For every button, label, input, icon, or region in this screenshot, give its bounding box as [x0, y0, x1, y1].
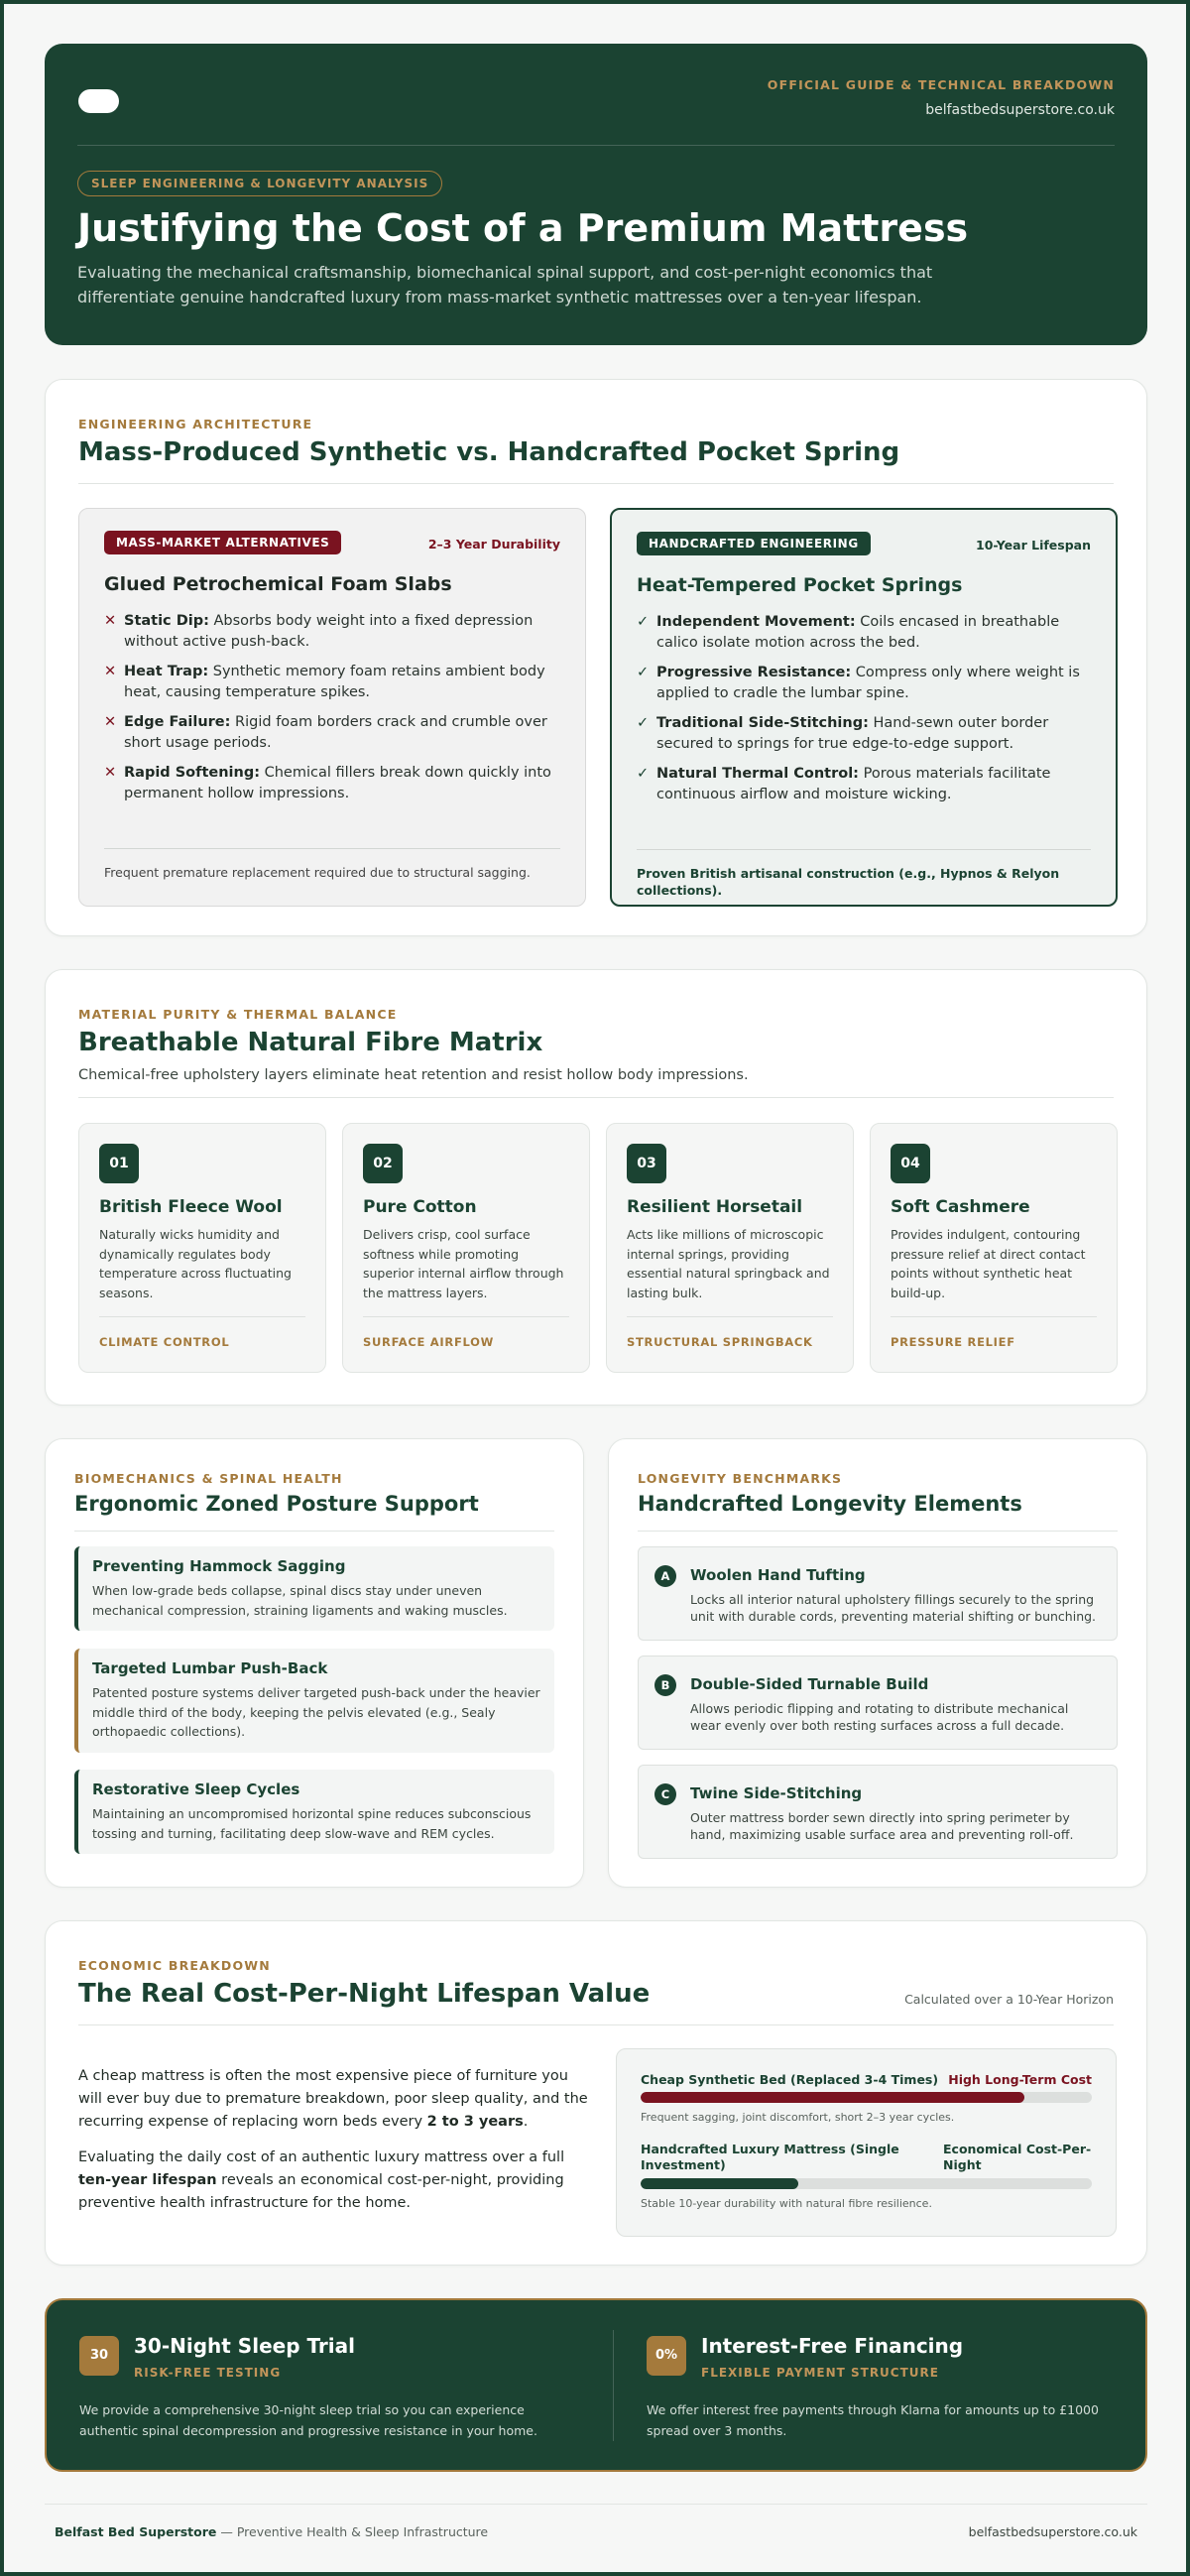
divider: [74, 1531, 554, 1532]
trial-title: 30-Night Sleep Trial: [134, 2334, 355, 2358]
fibre-title: Pure Cotton: [363, 1197, 477, 1217]
fibre-description: Acts like millions of microscopic internal springs, providing essential natural springback and lasting bulk.: [627, 1227, 830, 1300]
lifespan-label: 10-Year Lifespan: [976, 538, 1091, 552]
biomechanics-section: [45, 1438, 584, 1888]
item-title: Double-Sided Turnable Build: [690, 1675, 929, 1693]
longevity-item: [638, 1656, 1118, 1750]
list-item: ✕ Edge Failure: Rigid foam borders crack and crumble over short usage periods.: [104, 714, 547, 751]
durability-label: 2–3 Year Durability: [427, 537, 560, 552]
mass-market-tag: MASS-MARKET ALTERNATIVES: [104, 531, 341, 554]
bar-note: Frequent sagging, joint discomfort, short 2–3 year cycles.: [641, 2111, 955, 2124]
handcrafted-tag: HANDCRAFTED ENGINEERING: [637, 532, 871, 555]
item-title: Restorative Sleep Cycles: [92, 1780, 300, 1798]
cross-icon: ✕: [104, 613, 117, 629]
divider: [627, 1316, 833, 1317]
section-eyebrow: LONGEVITY BENCHMARKS: [638, 1471, 843, 1486]
architecture-section: [45, 379, 1147, 936]
benefit-list: [637, 612, 1091, 814]
paragraph: A cheap mattress is often the most expensive piece of furniture you will ever buy due to premature breakdown, poor sleep quality, and the recurring expense of replacing worn beds every 2 to 3 years.: [78, 2068, 588, 2130]
finance-subtitle: FLEXIBLE PAYMENT STRUCTURE: [701, 2366, 939, 2380]
cost-bar-track: [641, 2092, 1092, 2103]
cost-bar-fill: [641, 2092, 1024, 2103]
trial-text: We provide a comprehensive 30-night sleep trial so you can experience authentic spinal decompression and progressive resistance in your home.: [79, 2402, 537, 2438]
footer-brand: Belfast Bed Superstore — Preventive Health & Sleep Infrastructure: [55, 2524, 489, 2539]
hero-banner: [45, 44, 1147, 345]
fibre-tag: SURFACE AIRFLOW: [363, 1335, 494, 1349]
horizon-label: Calculated over a 10-Year Horizon: [904, 1992, 1114, 2007]
trial-icon: 30: [79, 2336, 119, 2376]
section-title: Ergonomic Zoned Posture Support: [74, 1492, 479, 1516]
longevity-item: [638, 1765, 1118, 1859]
item-text: Allows periodic flipping and rotating to distribute mechanical wear evenly over both resting surfaces across a full decade.: [690, 1701, 1069, 1733]
divider: [613, 2330, 614, 2441]
section-eyebrow: ECONOMIC BREAKDOWN: [78, 1958, 271, 1973]
page-frame: [4, 4, 1186, 2572]
list-item: ✕ Rapid Softening: Chemical fillers break down quickly into permanent hollow impressions.: [104, 765, 551, 801]
letter-badge: B: [654, 1674, 676, 1696]
fibre-tag: STRUCTURAL SPRINGBACK: [627, 1335, 813, 1349]
card-footnote: Frequent premature replacement required due to structural sagging.: [104, 865, 531, 880]
footer-domain-link[interactable]: belfastbedsuperstore.co.uk: [968, 2524, 1137, 2539]
fibre-card-cotton: [342, 1123, 590, 1373]
trial-subtitle: RISK-FREE TESTING: [134, 2366, 282, 2380]
section-title: Breathable Natural Fibre Matrix: [78, 1028, 543, 1057]
bar-value-label: Economical Cost-Per-Night: [943, 2142, 1092, 2172]
bar-label: Handcrafted Luxury Mattress (Single Investment): [641, 2142, 899, 2172]
fibre-title: Soft Cashmere: [891, 1197, 1030, 1217]
hero-meta: [768, 77, 1115, 118]
divider: [891, 1316, 1097, 1317]
item-text: Locks all interior natural upholstery fillings securely to the spring unit with durable cords, preventing material shifting or bunching.: [690, 1592, 1097, 1624]
section-title: Handcrafted Longevity Elements: [638, 1492, 1022, 1516]
cross-icon: ✕: [104, 664, 117, 679]
divider: [638, 1531, 1118, 1532]
fibre-title: Resilient Horsetail: [627, 1197, 803, 1217]
site-domain[interactable]: belfastbedsuperstore.co.uk: [925, 102, 1115, 118]
item-title: Targeted Lumbar Push-Back: [92, 1659, 328, 1677]
item-title: Twine Side-Stitching: [690, 1784, 863, 1802]
cross-icon: ✕: [104, 765, 117, 781]
item-title: Preventing Hammock Sagging: [92, 1557, 346, 1575]
list-item: ✕ Static Dip: Absorbs body weight into a fixed depression without active push-back.: [104, 613, 534, 650]
list-item: ✕ Heat Trap: Synthetic memory foam retains ambient body heat, causing temperature spikes.: [104, 664, 545, 700]
finance-text: We offer interest free payments through Klarna for amounts up to £1000 spread over 3 months.: [647, 2402, 1099, 2438]
check-icon: ✓: [637, 665, 650, 680]
section-eyebrow: BIOMECHANICS & SPINAL HEALTH: [74, 1471, 343, 1486]
number-badge: 02: [363, 1144, 403, 1183]
divider: [78, 2024, 1114, 2025]
list-item: ✓ Traditional Side-Stitching: Hand-sewn outer border secured to springs for true edge-to-edge support.: [637, 715, 1049, 752]
posture-item: [74, 1649, 554, 1753]
check-icon: ✓: [637, 766, 650, 782]
divider: [78, 1097, 1114, 1098]
cost-comparison-panel: [616, 2048, 1117, 2237]
fibre-title: British Fleece Wool: [99, 1197, 283, 1217]
fibre-card-cashmere: [870, 1123, 1118, 1373]
divider: [637, 849, 1091, 850]
bar-note: Stable 10-year durability with natural fibre resilience.: [641, 2197, 932, 2210]
divider: [104, 848, 560, 849]
fibre-card-horsetail: [606, 1123, 854, 1373]
item-text: Outer mattress border sewn directly into spring perimeter by hand, maximizing usable surface area and preventing roll-off.: [690, 1810, 1074, 1842]
section-eyebrow: MATERIAL PURITY & THERMAL BALANCE: [78, 1007, 398, 1022]
bar-label: Cheap Synthetic Bed (Replaced 3-4 Times): [641, 2072, 939, 2087]
number-badge: 03: [627, 1144, 666, 1183]
letter-badge: A: [654, 1565, 676, 1587]
posture-item: [74, 1770, 554, 1854]
brand-logo: [78, 89, 119, 113]
page-title: Justifying the Cost of a Premium Mattress: [77, 206, 969, 250]
card-footnote: Proven British artisanal construction (e.g., Hypnos & Relyon collections).: [637, 866, 1060, 898]
cross-icon: ✕: [104, 714, 117, 730]
fibre-description: Provides indulgent, contouring pressure relief at direct contact points without synthetic heat build-up.: [891, 1227, 1086, 1300]
paragraph: Evaluating the daily cost of an authentic luxury mattress over a full ten-year lifespan reveals an economical cost-per-night, providing preventive health infrastructure for the home.: [78, 2149, 565, 2211]
letter-badge: C: [654, 1783, 676, 1805]
number-badge: 04: [891, 1144, 930, 1183]
item-text: Patented posture systems deliver targeted push-back under the heavier middle third of the body, keeping the pelvis elevated (e.g., Sealy orthopaedic collections).: [92, 1685, 540, 1739]
check-icon: ✓: [637, 715, 650, 731]
list-item: ✓ Progressive Resistance: Compress only where weight is applied to cradle the lumbar spine.: [637, 665, 1080, 701]
page-footer: [45, 2504, 1147, 2553]
section-badge: SLEEP ENGINEERING & LONGEVITY ANALYSIS: [77, 171, 442, 196]
fibre-card-wool: [78, 1123, 326, 1373]
economics-section: [45, 1920, 1147, 2266]
section-title: Mass-Produced Synthetic vs. Handcrafted Pocket Spring: [78, 437, 900, 467]
fibre-tag: PRESSURE RELIEF: [891, 1335, 1015, 1349]
posture-item: [74, 1546, 554, 1631]
mass-market-card: [78, 508, 586, 907]
card-heading: Glued Petrochemical Foam Slabs: [104, 573, 452, 595]
handcrafted-card: [610, 508, 1118, 907]
official-guide-label: OFFICIAL GUIDE & TECHNICAL BREAKDOWN: [767, 77, 1115, 92]
item-text: Maintaining an uncompromised horizontal spine reduces subconscious tossing and turning, facilitating deep slow-wave and REM cycles.: [92, 1806, 532, 1841]
fibre-section: [45, 969, 1147, 1406]
longevity-item: [638, 1546, 1118, 1641]
offers-banner: [45, 2298, 1147, 2472]
list-item: ✓ Independent Movement: Coils encased in breathable calico isolate motion across the bed.: [637, 614, 1060, 651]
divider: [99, 1316, 305, 1317]
divider: [77, 145, 1115, 146]
section-title: The Real Cost-Per-Night Lifespan Value: [78, 1979, 651, 2009]
cost-bar-track: [641, 2178, 1092, 2189]
finance-icon: 0%: [647, 2336, 686, 2376]
section-subtitle: Chemical-free upholstery layers eliminate heat retention and resist hollow body impressions.: [78, 1067, 749, 1083]
list-item: ✓ Natural Thermal Control: Porous materials facilitate continuous airflow and moisture wicking.: [637, 766, 1051, 802]
check-icon: ✓: [637, 614, 650, 630]
finance-title: Interest-Free Financing: [701, 2334, 964, 2358]
fibre-description: Delivers crisp, cool surface softness while promoting superior internal airflow through the mattress layers.: [363, 1227, 564, 1300]
item-title: Woolen Hand Tufting: [690, 1566, 866, 1584]
card-heading: Heat-Tempered Pocket Springs: [637, 574, 963, 596]
section-eyebrow: ENGINEERING ARCHITECTURE: [78, 417, 313, 431]
divider: [363, 1316, 569, 1317]
page-subtitle: Evaluating the mechanical craftsmanship, biomechanical spinal support, and cost-per-night economics that differentiate genuine handcrafted luxury from mass-market synthetic mattresses over a ten-year lifespan.: [77, 263, 933, 307]
cost-bar-fill: [641, 2178, 798, 2189]
longevity-section: [608, 1438, 1147, 1888]
divider: [78, 483, 1114, 484]
number-badge: 01: [99, 1144, 139, 1183]
economics-text: [78, 2065, 594, 2228]
fibre-tag: CLIMATE CONTROL: [99, 1335, 230, 1349]
drawback-list: [104, 611, 560, 813]
fibre-description: Naturally wicks humidity and dynamically regulates body temperature across fluctuating seasons.: [99, 1227, 292, 1300]
divider: [45, 2504, 1147, 2505]
item-text: When low-grade beds collapse, spinal discs stay under uneven mechanical compression, straining ligaments and waking muscles.: [92, 1583, 508, 1618]
bar-value-label: High Long-Term Cost: [948, 2072, 1092, 2087]
